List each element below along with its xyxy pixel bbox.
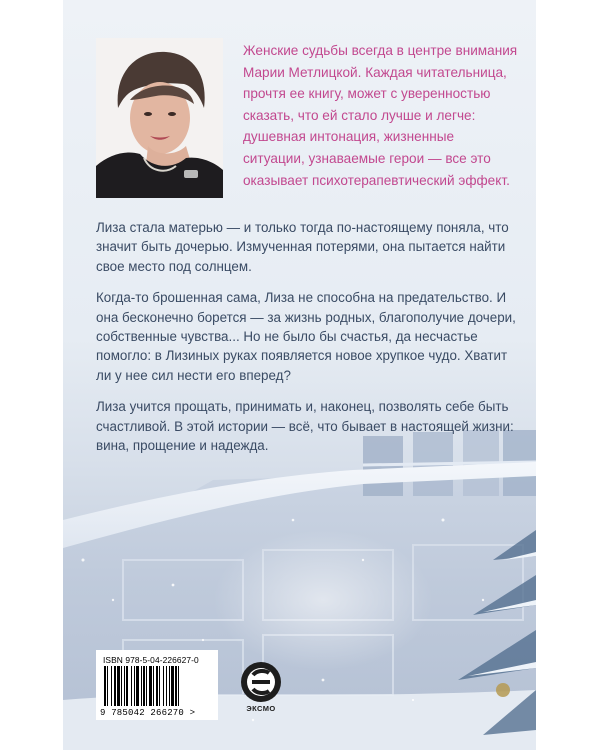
description-paragraph: Когда-то брошенная сама, Лиза не способна на предательство. И она бесконечно борется — за жизнь родных, благополучие дочери, собственные чувства... Но не было бы счастья, да несчастье помогло: в Лизиных руках появляется новое хрупкое чудо. Хватит ли у нее сил нести его вперед? xyxy=(96,290,516,383)
book-description xyxy=(96,218,516,467)
author-photo xyxy=(96,38,223,198)
publisher-logo xyxy=(238,660,284,716)
publisher-name: ЭКСМО xyxy=(246,704,276,713)
isbn-label: ISBN 978-5-04-226627-0 xyxy=(103,655,199,665)
description-paragraph: Лиза учится прощать, принимать и, наконец, позволять себе быть счастливой. В этой истории — всё, что бывает в настоящей жизни: вина, прощение и надежда. xyxy=(96,399,514,454)
description-paragraph: Лиза стала матерью — и только тогда по-настоящему поняла, что значит быть дочерью. Измученная потерями, она пытается найти свое место под солнцем. xyxy=(96,220,509,274)
barcode-icon xyxy=(102,666,212,706)
eksmo-logo-icon xyxy=(238,660,284,704)
barcode-digits: 9 785042 266270 > xyxy=(100,708,196,718)
author-blurb: Женские судьбы всегда в центре внимания Марии Метлицкой. Каждая читательница, прочтя ее книгу, может с уверенностью сказать, что ей стало лучше и легче: душевная интонация, жизненные ситуации, узнаваемые герои — все это оказывает психотерапевтический эффект. xyxy=(243,43,518,188)
isbn-barcode-box xyxy=(96,650,218,720)
book-back-cover xyxy=(63,0,536,750)
